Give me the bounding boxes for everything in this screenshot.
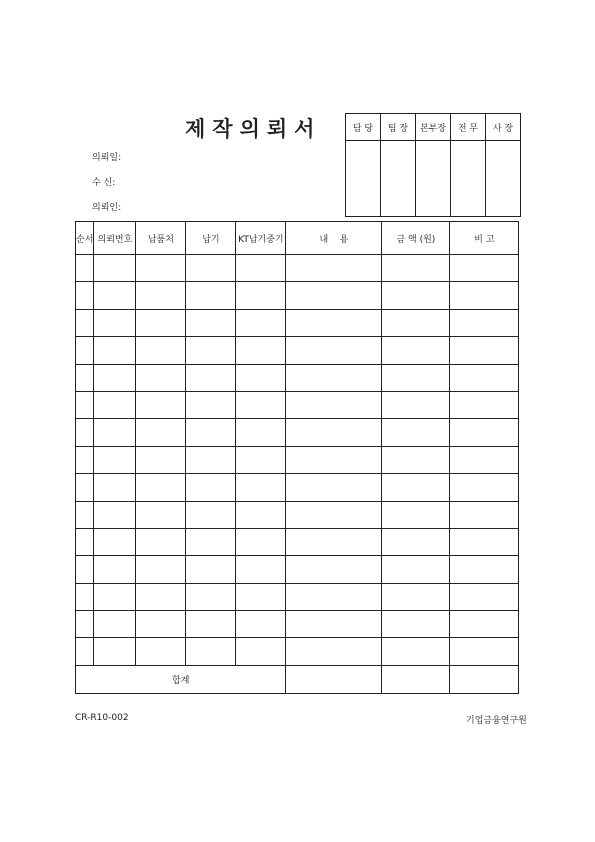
approval-header-president: 사 장 (486, 114, 521, 141)
cell-delivery-place[interactable] (136, 583, 186, 610)
approval-box (345, 113, 521, 217)
total-amount-cell[interactable] (382, 665, 450, 693)
cell-order[interactable] (76, 611, 94, 638)
cell-amount[interactable] (382, 391, 450, 418)
cell-order[interactable] (76, 419, 94, 446)
cell-kt-date[interactable] (236, 638, 286, 665)
col-header-kt-date: KT납기중기 (236, 222, 286, 255)
cell-kt-date[interactable] (236, 446, 286, 473)
cell-content[interactable] (286, 446, 382, 473)
cell-content[interactable] (286, 419, 382, 446)
cell-delivery-place[interactable] (136, 309, 186, 336)
cell-amount[interactable] (382, 255, 450, 282)
cell-content[interactable] (286, 474, 382, 501)
total-row (76, 665, 519, 693)
cell-amount[interactable] (382, 282, 450, 309)
table-row (76, 391, 519, 418)
cell-delivery-date[interactable] (186, 255, 236, 282)
cell-remarks[interactable] (450, 583, 519, 610)
approval-header-staff: 담 당 (346, 114, 381, 141)
signature-cell[interactable] (451, 141, 486, 217)
cell-delivery-date[interactable] (186, 474, 236, 501)
cell-content[interactable] (286, 364, 382, 391)
table-row (76, 337, 519, 364)
cell-remarks[interactable] (450, 255, 519, 282)
cell-kt-date[interactable] (236, 583, 286, 610)
table-row (76, 282, 519, 309)
signature-cell[interactable] (486, 141, 521, 217)
cell-delivery-date[interactable] (186, 528, 236, 555)
cell-delivery-date[interactable] (186, 364, 236, 391)
cell-delivery-date[interactable] (186, 446, 236, 473)
cell-remarks[interactable] (450, 337, 519, 364)
cell-order[interactable] (76, 337, 94, 364)
cell-request-no[interactable] (94, 337, 136, 364)
cell-delivery-place[interactable] (136, 501, 186, 528)
cell-amount[interactable] (382, 474, 450, 501)
cell-request-no[interactable] (94, 638, 136, 665)
cell-content[interactable] (286, 337, 382, 364)
cell-remarks[interactable] (450, 282, 519, 309)
cell-kt-date[interactable] (236, 255, 286, 282)
cell-request-no[interactable] (94, 282, 136, 309)
cell-request-no[interactable] (94, 419, 136, 446)
cell-delivery-place[interactable] (136, 556, 186, 583)
total-content-cell[interactable] (286, 665, 382, 693)
cell-order[interactable] (76, 282, 94, 309)
cell-delivery-place[interactable] (136, 391, 186, 418)
cell-request-no[interactable] (94, 391, 136, 418)
cell-delivery-date[interactable] (186, 419, 236, 446)
cell-order[interactable] (76, 309, 94, 336)
table-header-row (76, 222, 519, 255)
cell-order[interactable] (76, 556, 94, 583)
cell-request-no[interactable] (94, 309, 136, 336)
cell-kt-date[interactable] (236, 364, 286, 391)
table-row (76, 556, 519, 583)
col-header-amount: 금 액 (원) (382, 222, 450, 255)
cell-amount[interactable] (382, 638, 450, 665)
signature-cell[interactable] (381, 141, 416, 217)
cell-amount[interactable] (382, 583, 450, 610)
organization-name: 기업금융연구원 (466, 716, 527, 726)
cell-amount[interactable] (382, 446, 450, 473)
cell-kt-date[interactable] (236, 474, 286, 501)
cell-kt-date[interactable] (236, 337, 286, 364)
approval-header-executive: 전 무 (451, 114, 486, 141)
cell-content[interactable] (286, 255, 382, 282)
col-header-content: 내 용 (286, 222, 382, 255)
cell-order[interactable] (76, 474, 94, 501)
cell-remarks[interactable] (450, 501, 519, 528)
table-row (76, 638, 519, 665)
cell-amount[interactable] (382, 528, 450, 555)
cell-kt-date[interactable] (236, 611, 286, 638)
cell-delivery-place[interactable] (136, 638, 186, 665)
cell-remarks[interactable] (450, 364, 519, 391)
col-header-delivery-place: 납품처 (136, 222, 186, 255)
cell-order[interactable] (76, 364, 94, 391)
cell-content[interactable] (286, 583, 382, 610)
cell-request-no[interactable] (94, 255, 136, 282)
document-title: 제작의뢰서 (185, 117, 322, 141)
cell-delivery-date[interactable] (186, 556, 236, 583)
cell-remarks[interactable] (450, 528, 519, 555)
cell-content[interactable] (286, 556, 382, 583)
cell-kt-date[interactable] (236, 391, 286, 418)
cell-delivery-place[interactable] (136, 337, 186, 364)
cell-kt-date[interactable] (236, 282, 286, 309)
cell-kt-date[interactable] (236, 419, 286, 446)
cell-content[interactable] (286, 638, 382, 665)
approval-header-team-lead: 팀 장 (381, 114, 416, 141)
cell-request-no[interactable] (94, 528, 136, 555)
col-header-remarks: 비 고 (450, 222, 519, 255)
cell-delivery-place[interactable] (136, 528, 186, 555)
recipient-field: 수 신: (92, 178, 116, 188)
cell-order[interactable] (76, 391, 94, 418)
cell-remarks[interactable] (450, 556, 519, 583)
cell-request-no[interactable] (94, 446, 136, 473)
cell-content[interactable] (286, 528, 382, 555)
table-row (76, 446, 519, 473)
cell-content[interactable] (286, 282, 382, 309)
cell-request-no[interactable] (94, 364, 136, 391)
cell-content[interactable] (286, 611, 382, 638)
cell-amount[interactable] (382, 556, 450, 583)
table-row (76, 474, 519, 501)
cell-amount[interactable] (382, 309, 450, 336)
cell-content[interactable] (286, 309, 382, 336)
cell-amount[interactable] (382, 611, 450, 638)
cell-request-no[interactable] (94, 583, 136, 610)
table-row (76, 364, 519, 391)
total-label: 합계 (76, 665, 286, 693)
cell-order[interactable] (76, 528, 94, 555)
cell-remarks[interactable] (450, 309, 519, 336)
table-row (76, 309, 519, 336)
form-code: CR-R10-002 (75, 713, 129, 723)
cell-delivery-date[interactable] (186, 309, 236, 336)
cell-amount[interactable] (382, 337, 450, 364)
cell-delivery-place[interactable] (136, 255, 186, 282)
requester-field: 의뢰일: (92, 153, 122, 163)
cell-remarks[interactable] (450, 419, 519, 446)
cell-delivery-place[interactable] (136, 474, 186, 501)
cell-request-no[interactable] (94, 474, 136, 501)
reference-field: 의뢰인: (92, 203, 122, 213)
cell-delivery-place[interactable] (136, 446, 186, 473)
cell-delivery-place[interactable] (136, 282, 186, 309)
cell-request-no[interactable] (94, 501, 136, 528)
col-header-order: 순서 (76, 222, 94, 255)
cell-order[interactable] (76, 501, 94, 528)
total-remarks-cell[interactable] (450, 665, 519, 693)
cell-amount[interactable] (382, 364, 450, 391)
cell-content[interactable] (286, 501, 382, 528)
cell-kt-date[interactable] (236, 309, 286, 336)
cell-delivery-date[interactable] (186, 337, 236, 364)
cell-remarks[interactable] (450, 611, 519, 638)
table-row (76, 255, 519, 282)
table-row (76, 528, 519, 555)
table-row (76, 501, 519, 528)
cell-order[interactable] (76, 638, 94, 665)
cell-order[interactable] (76, 446, 94, 473)
cell-delivery-date[interactable] (186, 501, 236, 528)
signature-cell[interactable] (346, 141, 381, 217)
cell-delivery-place[interactable] (136, 364, 186, 391)
request-table (75, 221, 519, 694)
cell-remarks[interactable] (450, 446, 519, 473)
cell-kt-date[interactable] (236, 501, 286, 528)
cell-delivery-date[interactable] (186, 611, 236, 638)
cell-remarks[interactable] (450, 638, 519, 665)
cell-amount[interactable] (382, 419, 450, 446)
approval-header-division-head: 본부장 (416, 114, 451, 141)
cell-remarks[interactable] (450, 474, 519, 501)
table-row (76, 419, 519, 446)
cell-kt-date[interactable] (236, 556, 286, 583)
col-header-delivery-date: 납기 (186, 222, 236, 255)
cell-kt-date[interactable] (236, 528, 286, 555)
col-header-request-no: 의뢰번호 (94, 222, 136, 255)
table-row (76, 583, 519, 610)
cell-request-no[interactable] (94, 556, 136, 583)
signature-cell[interactable] (416, 141, 451, 217)
cell-amount[interactable] (382, 501, 450, 528)
cell-delivery-date[interactable] (186, 638, 236, 665)
cell-request-no[interactable] (94, 611, 136, 638)
cell-delivery-date[interactable] (186, 282, 236, 309)
cell-delivery-date[interactable] (186, 391, 236, 418)
table-row (76, 611, 519, 638)
cell-delivery-place[interactable] (136, 611, 186, 638)
cell-delivery-place[interactable] (136, 419, 186, 446)
cell-order[interactable] (76, 255, 94, 282)
cell-order[interactable] (76, 583, 94, 610)
cell-delivery-date[interactable] (186, 583, 236, 610)
cell-remarks[interactable] (450, 391, 519, 418)
cell-content[interactable] (286, 391, 382, 418)
